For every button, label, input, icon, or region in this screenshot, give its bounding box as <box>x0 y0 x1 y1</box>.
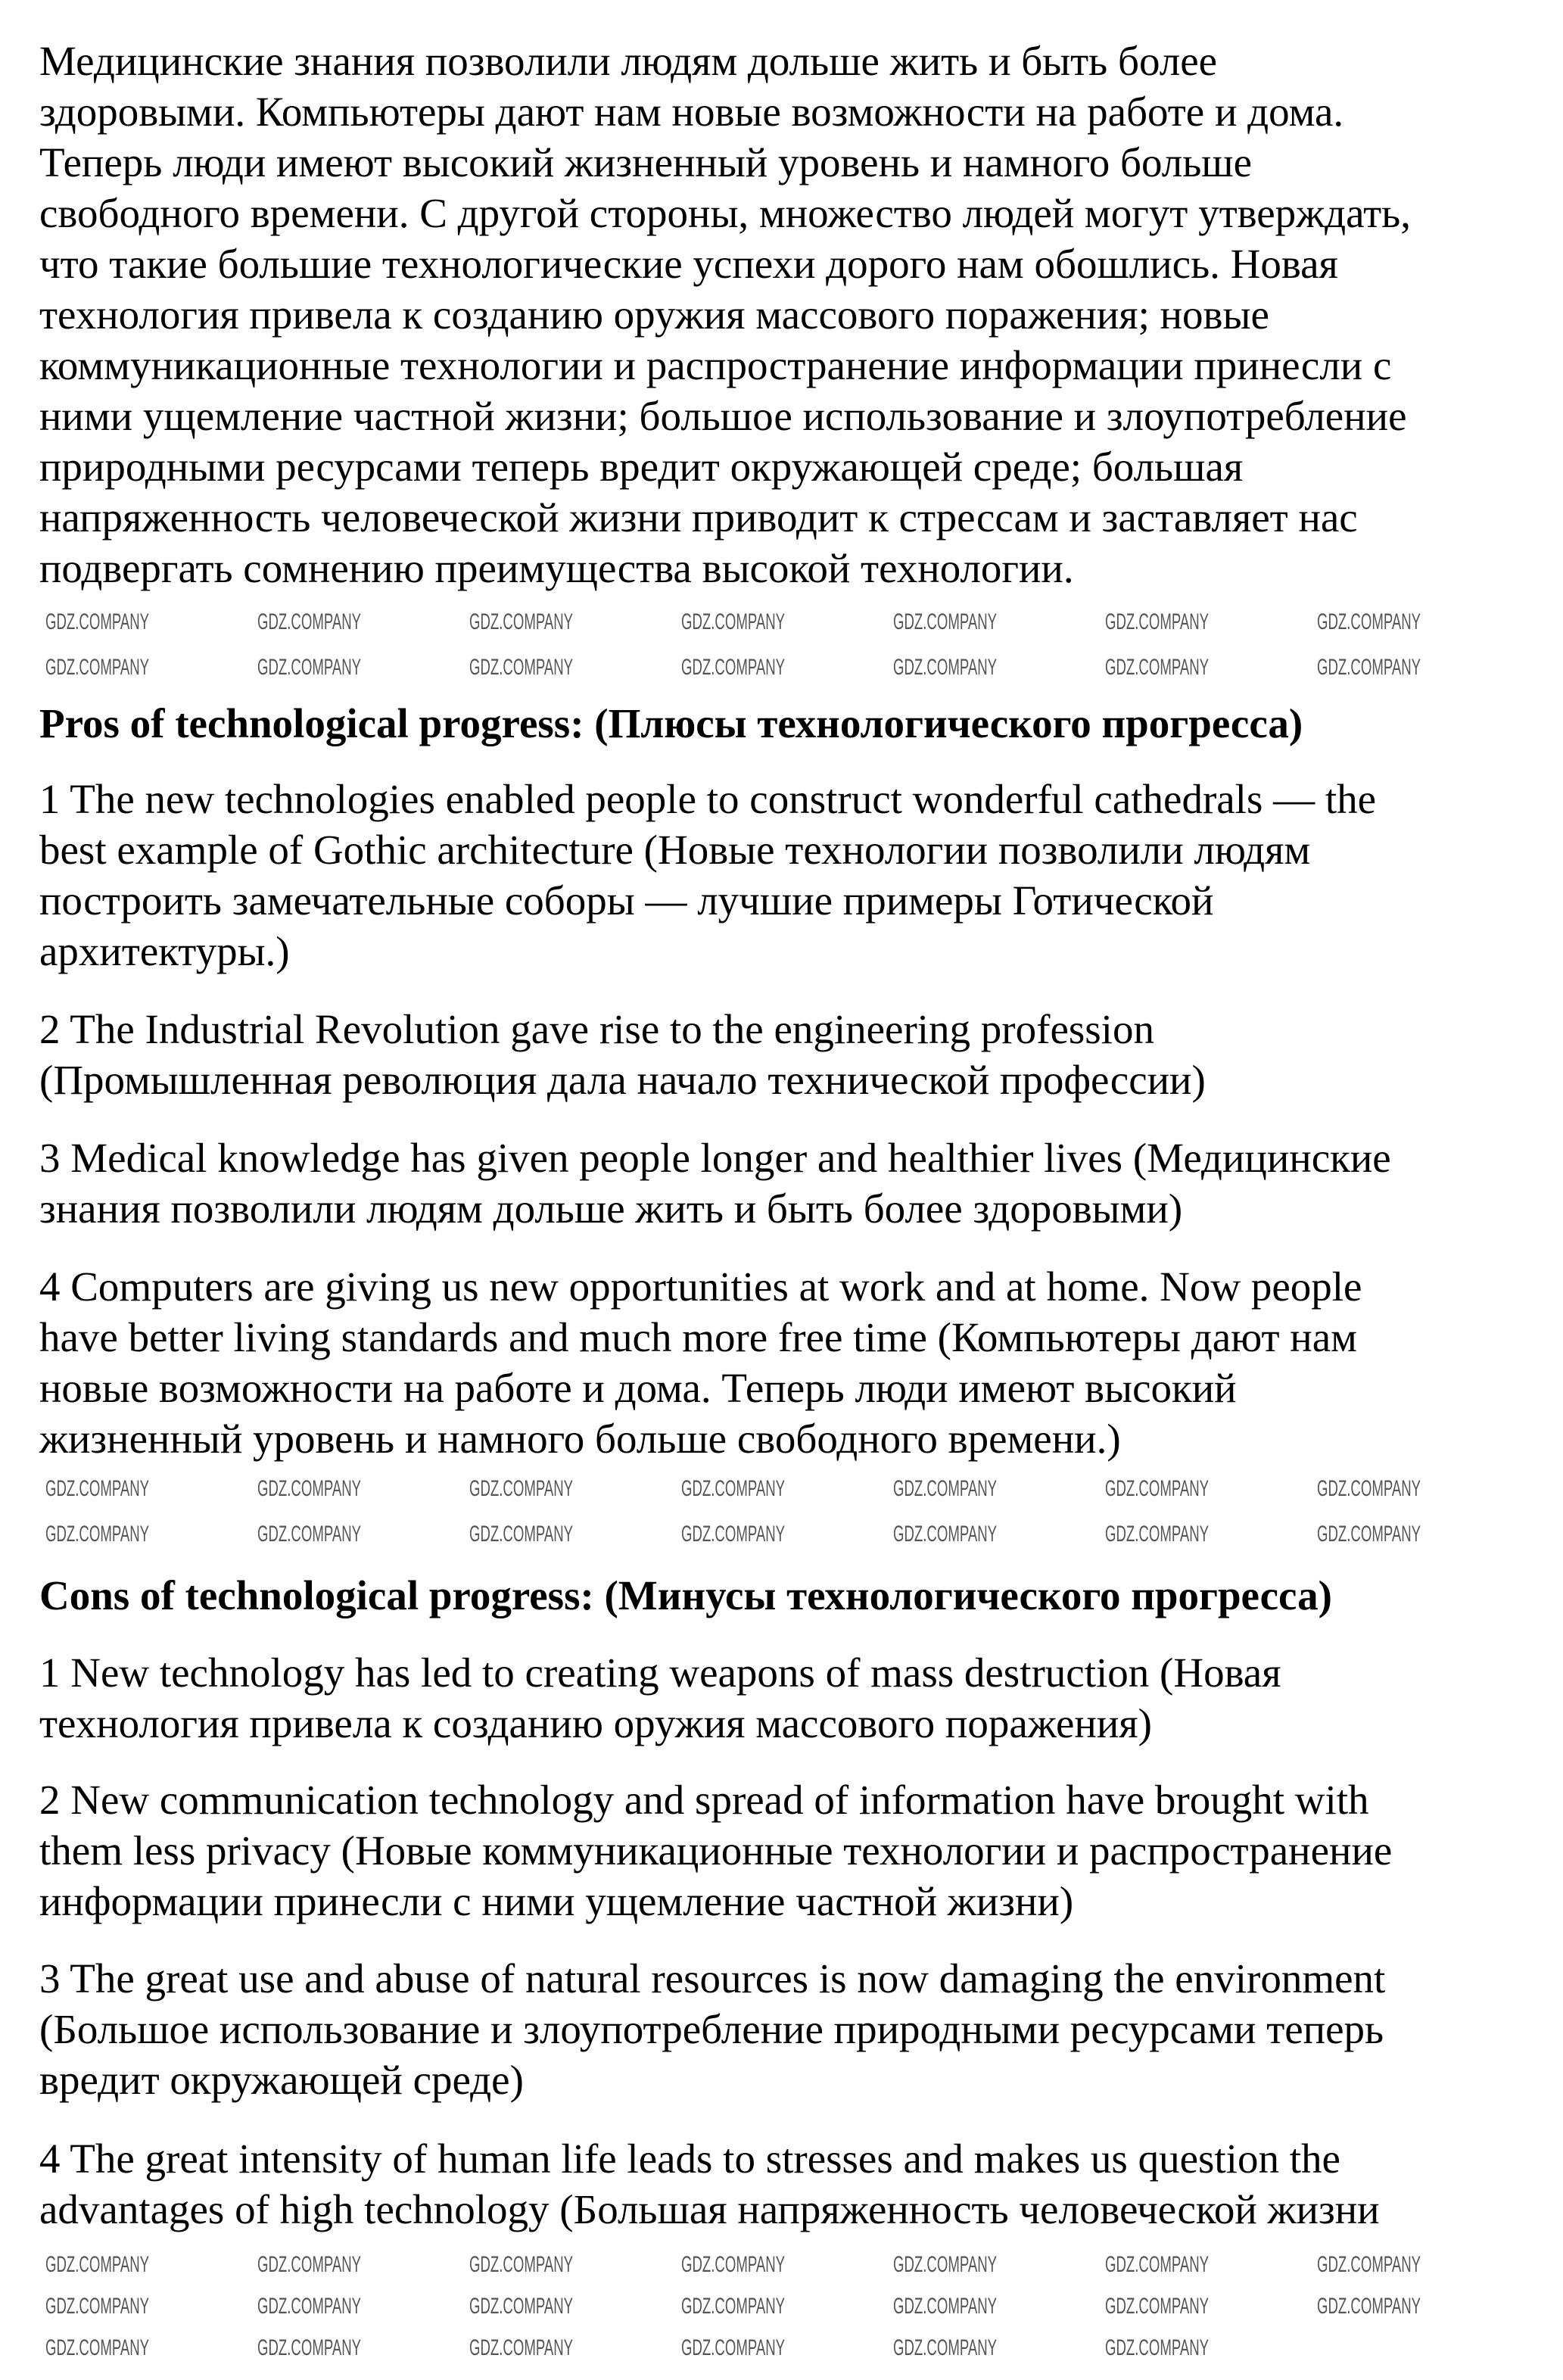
watermark: GDZ.COMPANY <box>1105 2335 1210 2360</box>
watermark: GDZ.COMPANY <box>893 1476 998 1501</box>
text-line: подвергать сомнению преимущества высокой технологии. <box>39 545 1074 591</box>
watermark: GDZ.COMPANY <box>257 1522 362 1547</box>
text-line: 1 The new technologies enabled people to construct wonderful cathedrals — the <box>39 776 1377 822</box>
text-line: 3 The great use and abuse of natural resources is now damaging the environment <box>39 1955 1386 2002</box>
watermark: GDZ.COMPANY <box>893 655 998 680</box>
watermark: GDZ.COMPANY <box>45 609 150 634</box>
pros-item-1 <box>39 774 1376 977</box>
watermark: GDZ.COMPANY <box>1317 2294 1421 2319</box>
watermark: GDZ.COMPANY <box>45 1522 150 1547</box>
watermark: GDZ.COMPANY <box>257 1476 362 1501</box>
watermark: GDZ.COMPANY <box>469 2335 574 2360</box>
text-line: здоровыми. Компьютеры дают нам новые возможности на работе и дома. <box>39 89 1344 135</box>
text-line: 1 New technology has led to creating weapons of mass destruction (Новая <box>39 1649 1281 1696</box>
watermark: GDZ.COMPANY <box>469 1476 574 1501</box>
text-line: advantages of high technology (Большая напряженность человеческой жизни <box>39 2186 1380 2232</box>
cons-item-3 <box>39 1953 1385 2105</box>
section-heading: Cons of technological progress: (Минусы технологического прогресса) <box>39 1572 1332 1618</box>
watermark: GDZ.COMPANY <box>469 655 574 680</box>
watermark: GDZ.COMPANY <box>1317 1476 1421 1501</box>
watermark: GDZ.COMPANY <box>681 2252 786 2277</box>
text-line: жизненный уровень и намного больше свободного времени.) <box>39 1416 1121 1462</box>
text-line: напряженность человеческой жизни приводит к стрессам и заставляет нас <box>39 494 1358 540</box>
watermark: GDZ.COMPANY <box>1105 1522 1210 1547</box>
intro-paragraph <box>39 36 1411 593</box>
watermark: GDZ.COMPANY <box>45 2294 150 2319</box>
pros-item-3 <box>39 1132 1391 1234</box>
watermark: GDZ.COMPANY <box>681 655 786 680</box>
watermark: GDZ.COMPANY <box>469 609 574 634</box>
text-line: 2 The Industrial Revolution gave rise to the engineering profession <box>39 1006 1154 1052</box>
section-heading: Pros of technological progress: (Плюсы технологического прогресса) <box>39 700 1303 746</box>
text-line: информации принесли с ними ущемление частной жизни) <box>39 1878 1074 1924</box>
text-line: 4 Computers are giving us new opportunities at work and at home. Now people <box>39 1263 1362 1310</box>
text-line: Медицинские знания позволили людям дольше жить и быть более <box>39 38 1218 84</box>
watermark: GDZ.COMPANY <box>257 2294 362 2319</box>
watermark: GDZ.COMPANY <box>1105 655 1210 680</box>
watermark: GDZ.COMPANY <box>893 2294 998 2319</box>
text-line: природными ресурсами теперь вредит окружающей среде; большая <box>39 444 1244 490</box>
text-line: технология привела к созданию оружия массового поражения; новые <box>39 291 1269 338</box>
watermark: GDZ.COMPANY <box>681 1476 786 1501</box>
text-line: have better living standards and much more free time (Компьютеры дают нам <box>39 1314 1357 1360</box>
text-line: свободного времени. С другой стороны, множество людей могут утверждать, <box>39 190 1412 236</box>
text-line: архитектуры.) <box>39 928 290 974</box>
watermark: GDZ.COMPANY <box>681 1522 786 1547</box>
watermark: GDZ.COMPANY <box>45 655 150 680</box>
watermark: GDZ.COMPANY <box>469 2252 574 2277</box>
watermark: GDZ.COMPANY <box>469 1522 574 1547</box>
watermark: GDZ.COMPANY <box>893 1522 998 1547</box>
cons-item-1 <box>39 1647 1281 1749</box>
watermark: GDZ.COMPANY <box>893 2335 998 2360</box>
watermark: GDZ.COMPANY <box>257 655 362 680</box>
watermark: GDZ.COMPANY <box>45 1476 150 1501</box>
watermark: GDZ.COMPANY <box>1105 2252 1210 2277</box>
watermark: GDZ.COMPANY <box>1105 1476 1210 1501</box>
watermark: GDZ.COMPANY <box>1317 609 1421 634</box>
watermark: GDZ.COMPANY <box>1105 2294 1210 2319</box>
text-line: best example of Gothic architecture (Новые технологии позволили людям <box>39 827 1311 873</box>
text-line: them less privacy (Новые коммуникационные технологии и распространение <box>39 1827 1393 1874</box>
pros-item-4 <box>39 1261 1362 1464</box>
watermark: GDZ.COMPANY <box>257 2335 362 2360</box>
pros-item-2 <box>39 1004 1206 1105</box>
pros-heading <box>39 698 1303 749</box>
text-line: вредит окружающей среде) <box>39 2057 524 2103</box>
text-line: новые возможности на работе и дома. Теперь люди имеют высокий <box>39 1365 1237 1411</box>
watermark: GDZ.COMPANY <box>893 609 998 634</box>
text-line: 2 New communication technology and spread of information have brought with <box>39 1777 1369 1823</box>
cons-item-4 <box>39 2133 1380 2235</box>
watermark: GDZ.COMPANY <box>681 2294 786 2319</box>
text-line: Теперь люди имеют высокий жизненный уровень и намного больше <box>39 139 1253 185</box>
watermark: GDZ.COMPANY <box>1317 655 1421 680</box>
cons-heading <box>39 1570 1332 1621</box>
text-line: что такие большие технологические успехи дорого нам обошлись. Новая <box>39 241 1338 287</box>
watermark: GDZ.COMPANY <box>469 2294 574 2319</box>
watermark: GDZ.COMPANY <box>681 2335 786 2360</box>
watermark: GDZ.COMPANY <box>45 2335 150 2360</box>
watermark: GDZ.COMPANY <box>257 2252 362 2277</box>
watermark: GDZ.COMPANY <box>1105 609 1210 634</box>
text-line: построить замечательные соборы — лучшие примеры Готической <box>39 877 1214 924</box>
watermark: GDZ.COMPANY <box>257 609 362 634</box>
text-line: технология привела к созданию оружия массового поражения) <box>39 1700 1152 1746</box>
watermark: GDZ.COMPANY <box>681 609 786 634</box>
text-line: (Промышленная революция дала начало технической профессии) <box>39 1057 1206 1103</box>
watermark: GDZ.COMPANY <box>45 2252 150 2277</box>
watermark: GDZ.COMPANY <box>1317 2252 1421 2277</box>
watermark: GDZ.COMPANY <box>1317 1522 1421 1547</box>
watermark: GDZ.COMPANY <box>893 2252 998 2277</box>
text-line: знания позволили людям дольше жить и быть более здоровыми) <box>39 1185 1183 1232</box>
text-line: коммуникационные технологии и распространение информации принесли с <box>39 342 1392 388</box>
text-line: 3 Medical knowledge has given people longer and healthier lives (Медицинские <box>39 1135 1391 1181</box>
text-line: 4 The great intensity of human life leads to stresses and makes us question the <box>39 2135 1340 2182</box>
cons-item-2 <box>39 1774 1392 1927</box>
text-line: ними ущемление частной жизни; большое использование и злоупотребление <box>39 393 1407 439</box>
text-line: (Большое использование и злоупотребление природными ресурсами теперь <box>39 2006 1384 2052</box>
